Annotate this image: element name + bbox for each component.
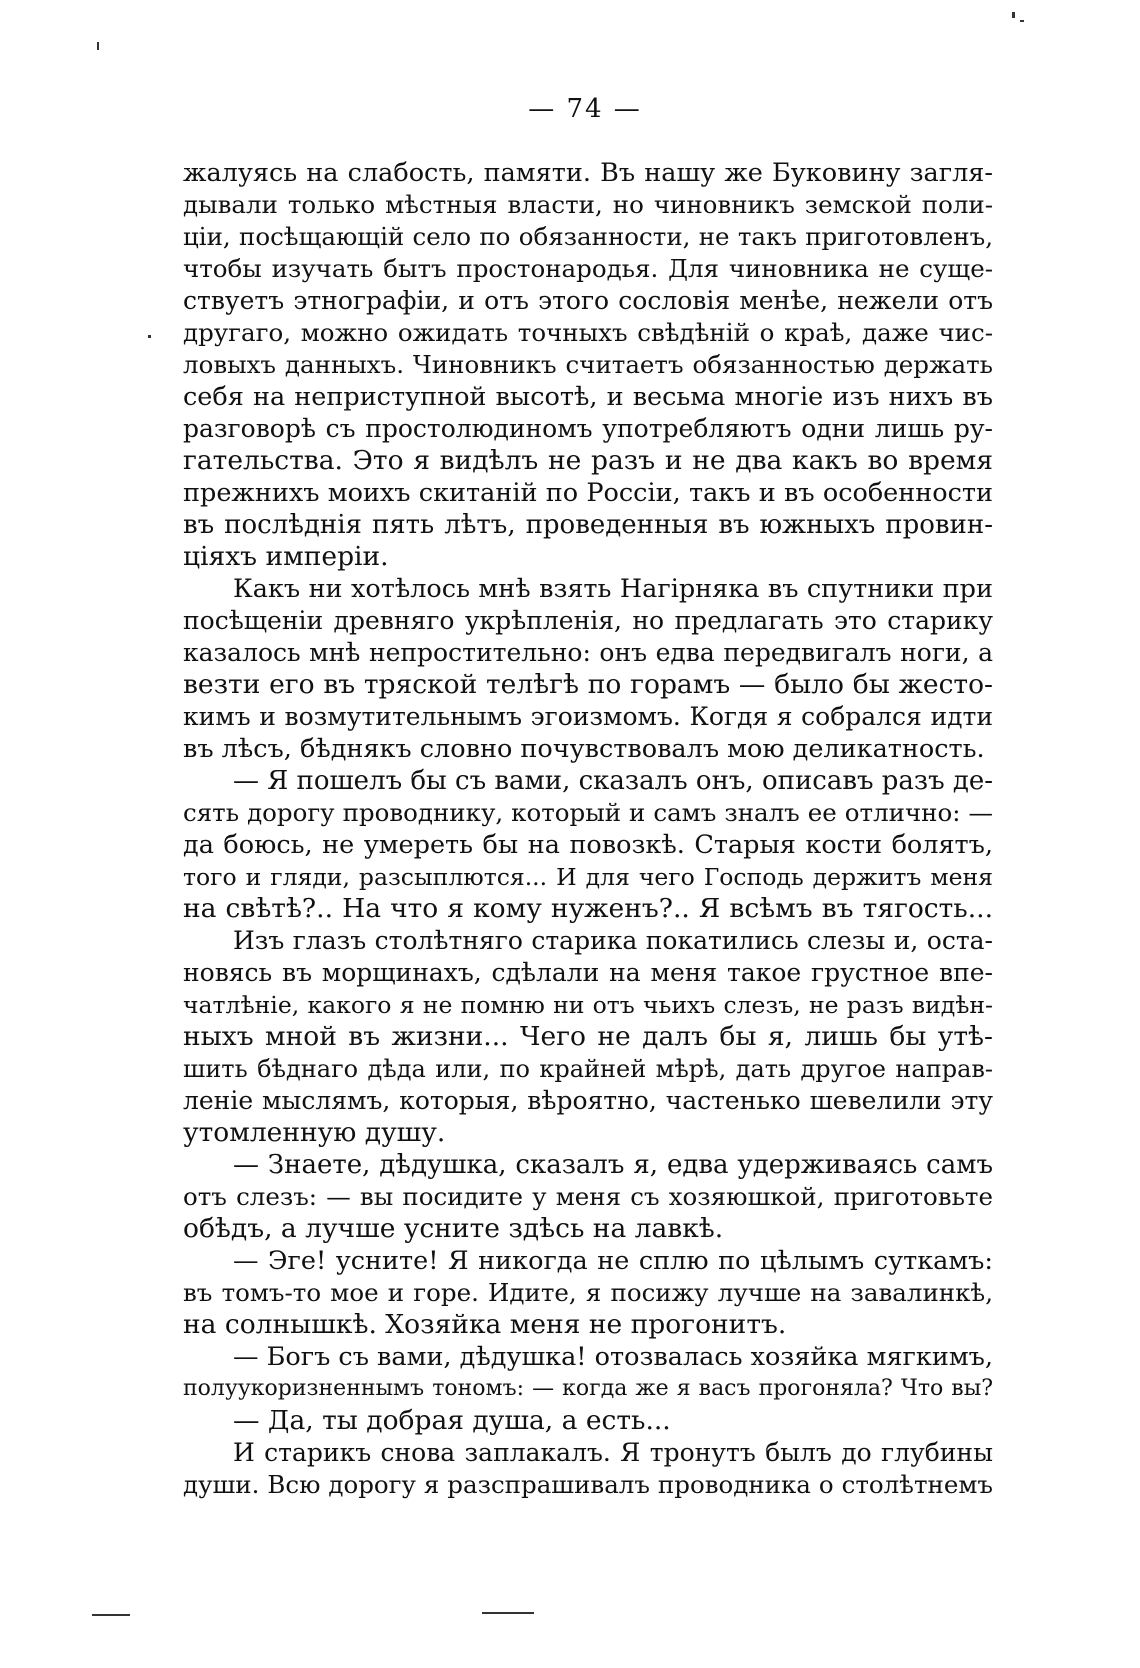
text-line: — Я пошелъ бы съ вами, сказалъ онъ, описавъ разъ де-	[233, 766, 993, 796]
page-number: — 74 —	[528, 94, 642, 124]
text-line: прежнихъ моихъ скитаній по Россіи, такъ и въ особенности	[183, 478, 993, 508]
text-line: посѣщеніи древняго укрѣпленія, но предлагать это старику	[183, 606, 993, 635]
text-line: гательства. Это я видѣлъ не разъ и не два какъ во время	[183, 445, 993, 476]
text-line: на солнышкѣ. Хозяйка меня не прогонитъ.	[183, 1309, 787, 1340]
text-line: Какъ ни хотѣлось мнѣ взять Нагірняка въ спутники при	[233, 574, 993, 604]
text-line: ціяхъ имперіи.	[183, 541, 389, 572]
text-line: утомленную душу.	[183, 1117, 446, 1148]
text-line: жалуясь на слабость, памяти. Въ нашу же Буковину загля-	[183, 158, 993, 188]
text-line: сять дорогу проводнику, который и самъ зналъ ее отлично: —	[183, 798, 993, 827]
text-line: ныхъ мной въ жизни... Чего не далъ бы я, лишь бы утѣ-	[183, 1021, 993, 1052]
text-line: отъ слезъ: — вы посидите у меня съ хозяюшкой, приготовьте	[183, 1182, 993, 1211]
text-line: другаго, можно ожидать точныхъ свѣдѣній о краѣ, даже чис-	[183, 318, 993, 347]
text-line: И старикъ снова заплакалъ. Я тронутъ былъ до глубины	[233, 1438, 993, 1467]
text-line: — Да, ты добрая душа, а есть...	[233, 1405, 671, 1436]
text-line: кимъ и возмутительнымъ эгоизмомъ. Когдя я собрался идти	[183, 702, 993, 731]
text-line: дывали только мѣстныя власти, но чиновникъ земской поли-	[183, 190, 993, 219]
text-line: ловыхъ данныхъ. Чиновникъ считаетъ обязанностью держать	[183, 350, 993, 379]
text-line: ціи, посѣщающій село по обязанности, не такъ приготовленъ,	[183, 222, 993, 251]
text-line: новясь въ морщинахъ, сдѣлали на меня такое грустное впе-	[183, 958, 993, 987]
text-line: на свѣтѣ?.. На что я кому нуженъ?.. Я всѣмъ въ тягость...	[183, 893, 993, 924]
text-line: въ послѣднія пять лѣтъ, проведенныя въ южныхъ провин-	[183, 510, 993, 540]
text-line: того и гляди, разсыплются... И для чего Господь держитъ меня	[183, 863, 993, 891]
text-line: чатлѣніе, какого я не помню ни отъ чьихъ слезъ, не разъ видѣн-	[183, 991, 993, 1019]
text-line: — Эге! усните! Я никогда не сплю по цѣлымъ суткамъ:	[233, 1246, 993, 1276]
text-line: — Богъ съ вами, дѣдушка! отозвалась хозяйка мягкимъ,	[233, 1342, 993, 1372]
text-line: леніе мыслямъ, которыя, вѣроятно, частенько шевелили эту	[183, 1086, 993, 1115]
text-line: въ томъ-то мое и горе. Идите, я посижу лучше на завалинкѣ,	[183, 1278, 993, 1307]
text-line: полуукоризненнымъ тономъ: — когда же я васъ прогоняла? Что вы?	[183, 1376, 993, 1401]
text-line: казалось мнѣ непростительно: онъ едва передвигалъ ноги, а	[183, 638, 993, 667]
text-line: чтобы изучать бытъ простонародья. Для чиновника не суще-	[183, 254, 993, 283]
text-line: разговорѣ съ простолюдиномъ употребляютъ одни лишь ру-	[183, 414, 993, 443]
text-line: обѣдъ, а лучше усните здѣсь на лавкѣ.	[183, 1213, 724, 1244]
text-line: да боюсь, не умереть бы на повозкѣ. Старыя кости болятъ,	[183, 830, 993, 860]
text-line: везти его въ тряской телѣгѣ по горамъ — было бы жесто-	[183, 669, 993, 700]
text-line: ствуетъ этнографіи, и отъ этого сословія менѣе, нежели отъ	[183, 286, 993, 315]
text-line: себя на неприступной высотѣ, и весьма многіе изъ нихъ въ	[183, 382, 993, 412]
text-line: души. Всю дорогу я разспрашивалъ проводника о столѣтнемъ	[183, 1470, 993, 1499]
text-line: въ лѣсъ, бѣднякъ словно почувствовалъ мою деликатность.	[183, 734, 985, 764]
text-line: — Знаете, дѣдушка, сказалъ я, едва удерживаясь самъ	[233, 1150, 993, 1180]
body-text	[183, 157, 993, 1501]
text-line: Изъ глазъ столѣтняго старика покатились слезы и, оста-	[233, 926, 993, 955]
text-line: шить бѣднаго дѣда или, по крайней мѣрѣ, дать другое направ-	[183, 1055, 993, 1083]
